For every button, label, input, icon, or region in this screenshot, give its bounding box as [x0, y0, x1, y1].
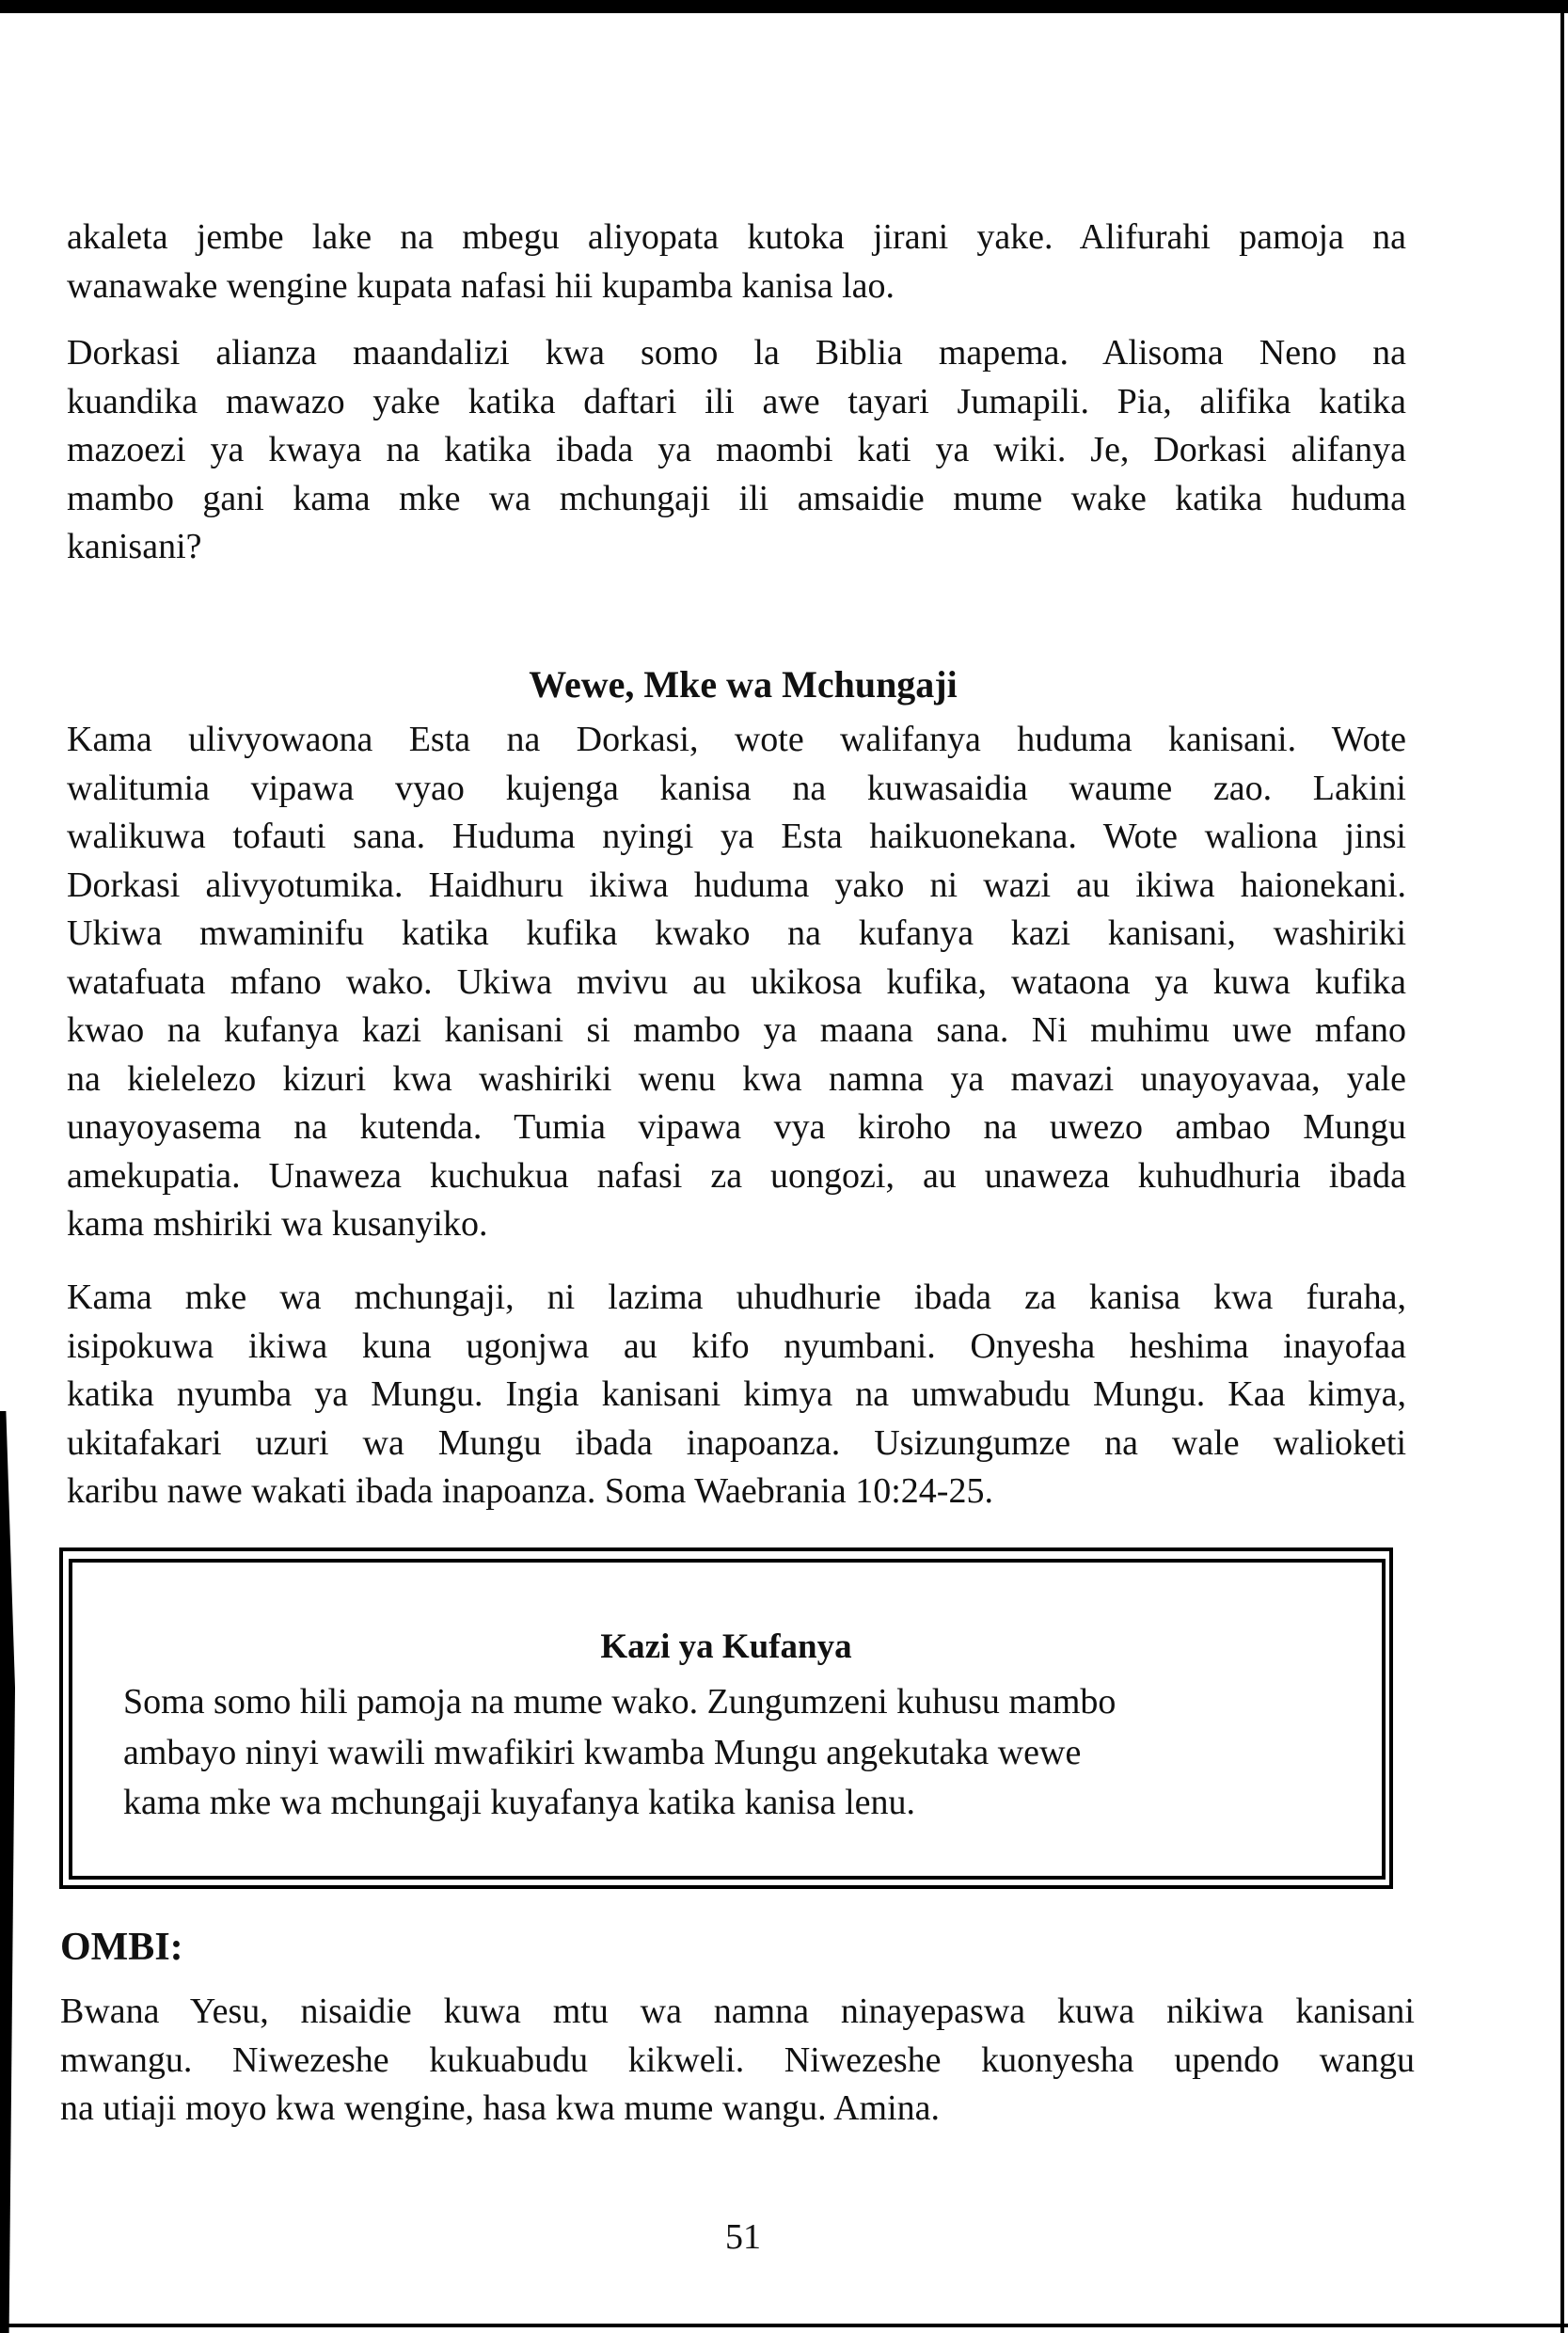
scan-edge-bottom: [0, 2324, 1568, 2327]
paragraph-4: [67, 1274, 1406, 1516]
text-line: Soma somo hili pamoja na mume wako. Zungumzeni kuhusu mambo: [123, 1682, 1117, 1722]
paragraph-3: [67, 716, 1406, 1249]
text-line: kama mke wa mchungaji kuyafanya katika kanisa lenu.: [123, 1783, 916, 1822]
scan-edge-right: [1560, 0, 1564, 2333]
scan-edge-top: [0, 0, 1568, 13]
text-line: walikuwa tofauti sana. Huduma nyingi ya Esta haikuonekana. Wote waliona jinsi: [67, 817, 1406, 856]
section-heading: Wewe, Mke wa Mchungaji: [529, 663, 958, 706]
text-line: Kama mke wa mchungaji, ni lazima uhudhurie ibada za kanisa kwa furaha,: [67, 1278, 1406, 1317]
text-line: Bwana Yesu, nisaidie kuwa mtu wa namna ninayepaswa kuwa nikiwa kanisani: [60, 1992, 1415, 2031]
paragraph-1: [67, 214, 1406, 310]
task-box-title: Kazi ya Kufanya: [600, 1627, 852, 1666]
text-line: wanawake wengine kupata nafasi hii kupamba kanisa lao.: [67, 265, 895, 306]
text-line: ukitafakari uzuri wa Mungu ibada inapoanza. Usizungumze na wale walioketi: [67, 1422, 1406, 1463]
text-line: kuandika mawazo yake katika daftari ili awe tayari Jumapili. Pia, alifika katika: [67, 381, 1406, 421]
scan-edge-left: [0, 1411, 15, 2333]
text-line: katika nyumba ya Mungu. Ingia kanisani kimya na umwabudu Mungu. Kaa kimya,: [67, 1374, 1406, 1414]
text-line: na kielelezo kizuri kwa washiriki wenu kwa namna ya mavazi unayoyavaa, yale: [67, 1058, 1406, 1099]
paragraph-2: [67, 329, 1406, 572]
task-box-text: [123, 1677, 1290, 1829]
task-box: [59, 1547, 1393, 1889]
prayer-heading: OMBI:: [60, 1926, 183, 1969]
text-line: isipokuwa ikiwa kuna ugonjwa au kifo nyumbani. Onyesha heshima inayofaa: [67, 1325, 1406, 1366]
text-line: kwao na kufanya kazi kanisani si mambo ya maana sana. Ni muhimu uwe mfano: [67, 1010, 1406, 1050]
text-line: kanisani?: [67, 527, 202, 566]
text-line: amekupatia. Unaweza kuchukua nafasi za uongozi, au unaweza kuhudhuria ibada: [67, 1155, 1406, 1196]
page-number: 51: [725, 2217, 761, 2257]
text-line: unayoyasema na kutenda. Tumia vipawa vya kiroho na uwezo ambao Mungu: [67, 1107, 1406, 1147]
text-line: karibu nawe wakati ibada inapoanza. Soma Waebrania 10:24-25.: [67, 1471, 993, 1511]
text-line: mazoezi ya kwaya na katika ibada ya maombi kati ya wiki. Je, Dorkasi alifanya: [67, 430, 1406, 469]
text-line: Kama ulivyowaona Esta na Dorkasi, wote walifanya huduma kanisani. Wote: [67, 720, 1406, 759]
text-line: Ukiwa mwaminifu katika kufika kwako na kufanya kazi kanisani, washiriki: [67, 913, 1406, 953]
text-line: kama mshiriki wa kusanyiko.: [67, 1204, 488, 1244]
text-line: Dorkasi alianza maandalizi kwa somo la Biblia mapema. Alisoma Neno na: [67, 333, 1406, 373]
text-line: mambo gani kama mke wa mchungaji ili amsaidie mume wake katika huduma: [67, 478, 1406, 518]
text-line: ambayo ninyi wawili mwafikiri kwamba Mungu angekutaka wewe: [123, 1732, 1082, 1772]
text-line: akaleta jembe lake na mbegu aliyopata kutoka jirani yake. Alifurahi pamoja na: [67, 217, 1406, 257]
text-line: watafuata mfano wako. Ukiwa mvivu au ukikosa kufika, wataona ya kuwa kufika: [67, 961, 1406, 1002]
prayer-text: [60, 1988, 1415, 2134]
text-line: mwangu. Niwezeshe kukuabudu kikweli. Niwezeshe kuonyesha upendo wangu: [60, 2039, 1415, 2080]
text-line: na utiaji moyo kwa wengine, hasa kwa mume wangu. Amina.: [60, 2088, 941, 2128]
text-line: walitumia vipawa vyao kujenga kanisa na kuwasaidia waume zao. Lakini: [67, 768, 1406, 808]
text-line: Dorkasi alivyotumika. Haidhuru ikiwa huduma yako ni wazi au ikiwa haionekani.: [67, 865, 1406, 905]
